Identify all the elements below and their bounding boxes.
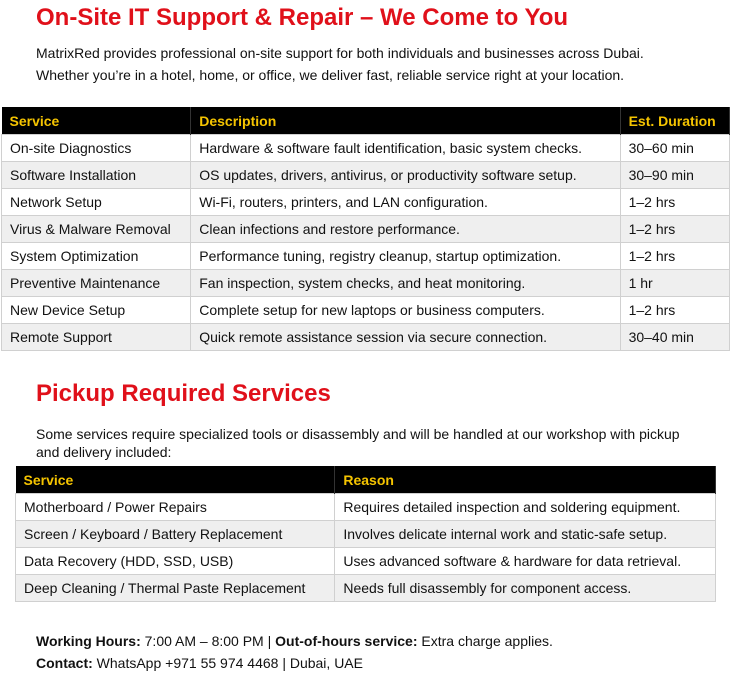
- contact-line: [36, 652, 553, 674]
- reason-cell: Requires detailed inspection and soldering equipment.: [335, 494, 716, 521]
- column-header-description: Description: [191, 107, 620, 135]
- table-row: [2, 189, 730, 216]
- service-cell: Remote Support: [2, 324, 191, 351]
- service-cell: Preventive Maintenance: [2, 270, 191, 297]
- table-row: [2, 270, 730, 297]
- description-cell: Wi-Fi, routers, printers, and LAN configuration.: [191, 189, 620, 216]
- duration-cell: 1–2 hrs: [620, 189, 729, 216]
- duration-cell: 30–90 min: [620, 162, 729, 189]
- column-header-service: Service: [2, 107, 191, 135]
- service-cell: Screen / Keyboard / Battery Replacement: [16, 521, 335, 548]
- onsite-services-table: [1, 107, 730, 351]
- table-row: [2, 324, 730, 351]
- intro-line: MatrixRed provides professional on-site support for both individuals and businesses across Dubai.: [36, 45, 644, 61]
- footer-info: [36, 630, 553, 674]
- service-cell: Data Recovery (HDD, SSD, USB): [16, 548, 335, 575]
- page-title: On-Site IT Support & Repair – We Come to You: [36, 4, 569, 31]
- section-title-pickup: Pickup Required Services: [36, 380, 331, 407]
- table-row: [2, 243, 730, 270]
- service-cell: Deep Cleaning / Thermal Paste Replacement: [16, 575, 335, 602]
- service-cell: Network Setup: [2, 189, 191, 216]
- working-hours-line: [36, 630, 553, 652]
- out-of-hours-label: Out-of-hours service:: [275, 633, 418, 649]
- contact-label: Contact:: [36, 655, 93, 671]
- onsite-intro: [36, 42, 716, 86]
- table-header-row: [2, 107, 730, 135]
- column-header-reason: Reason: [335, 466, 716, 494]
- description-cell: Complete setup for new laptops or business computers.: [191, 297, 620, 324]
- description-cell: Fan inspection, system checks, and heat monitoring.: [191, 270, 620, 297]
- intro-line: Whether you’re in a hotel, home, or office, we deliver fast, reliable service right at your location.: [36, 67, 625, 83]
- working-hours-label: Working Hours:: [36, 633, 141, 649]
- duration-cell: 1–2 hrs: [620, 297, 729, 324]
- duration-cell: 1 hr: [620, 270, 729, 297]
- table-row: [2, 216, 730, 243]
- service-cell: Virus & Malware Removal: [2, 216, 191, 243]
- reason-cell: Uses advanced software & hardware for data retrieval.: [335, 548, 716, 575]
- table-row: [2, 135, 730, 162]
- out-of-hours-value: Extra charge applies.: [417, 633, 553, 649]
- table-row: [16, 494, 716, 521]
- service-cell: New Device Setup: [2, 297, 191, 324]
- table-row: [2, 297, 730, 324]
- pickup-intro: Some services require specialized tools or disassembly and will be handled at our workshop with pickup and delivery included:: [36, 426, 680, 460]
- contact-value: WhatsApp +971 55 974 4468 | Dubai, UAE: [92, 655, 363, 671]
- description-cell: Quick remote assistance session via secure connection.: [191, 324, 620, 351]
- reason-cell: Needs full disassembly for component access.: [335, 575, 716, 602]
- description-cell: Performance tuning, registry cleanup, startup optimization.: [191, 243, 620, 270]
- working-hours-value: 7:00 AM – 8:00 PM |: [140, 633, 276, 649]
- column-header-service: Service: [16, 466, 335, 494]
- service-cell: Motherboard / Power Repairs: [16, 494, 335, 521]
- table-header-row: [16, 466, 716, 494]
- duration-cell: 1–2 hrs: [620, 216, 729, 243]
- duration-cell: 30–60 min: [620, 135, 729, 162]
- description-cell: Clean infections and restore performance.: [191, 216, 620, 243]
- service-cell: On-site Diagnostics: [2, 135, 191, 162]
- pickup-services-table: [15, 466, 716, 602]
- duration-cell: 30–40 min: [620, 324, 729, 351]
- service-cell: Software Installation: [2, 162, 191, 189]
- table-row: [2, 162, 730, 189]
- duration-cell: 1–2 hrs: [620, 243, 729, 270]
- table-row: [16, 548, 716, 575]
- reason-cell: Involves delicate internal work and static-safe setup.: [335, 521, 716, 548]
- column-header-duration: Est. Duration: [620, 107, 729, 135]
- table-row: [16, 521, 716, 548]
- table-row: [16, 575, 716, 602]
- service-cell: System Optimization: [2, 243, 191, 270]
- description-cell: OS updates, drivers, antivirus, or productivity software setup.: [191, 162, 620, 189]
- description-cell: Hardware & software fault identification, basic system checks.: [191, 135, 620, 162]
